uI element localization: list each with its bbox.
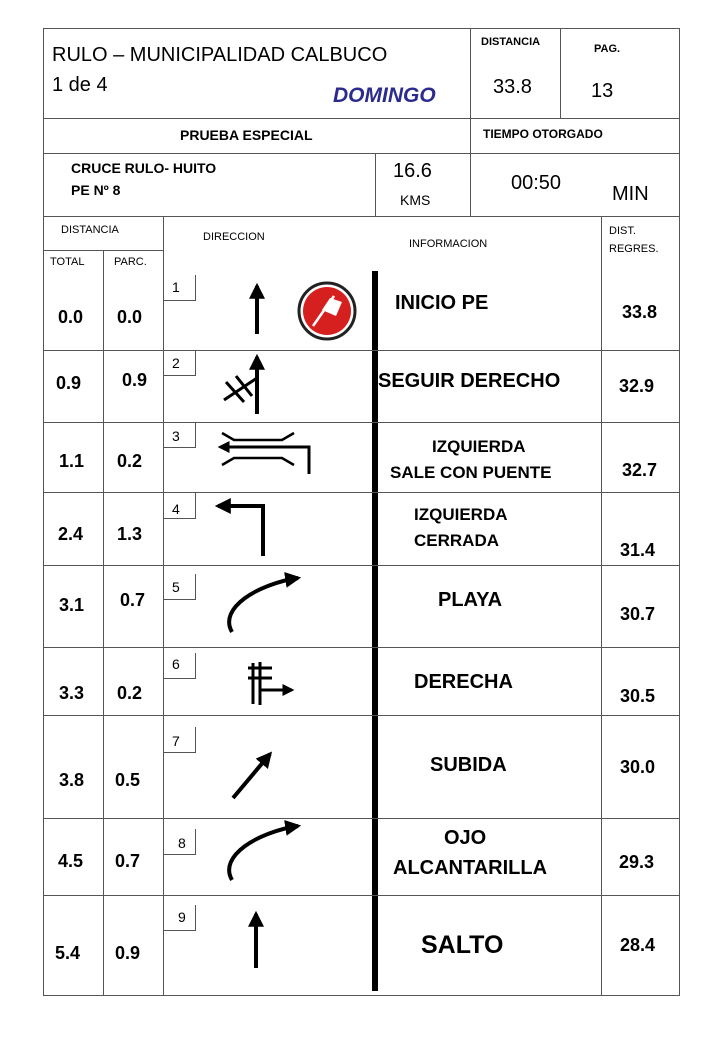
stage-name: CRUCE RULO- HUITO bbox=[71, 160, 217, 176]
row-number: 4 bbox=[172, 501, 180, 517]
row-info: INICIO PE bbox=[395, 292, 489, 314]
col-direction-header: DIRECCION bbox=[203, 231, 265, 243]
row-info-line2: CERRADA bbox=[414, 531, 499, 550]
row-number: 7 bbox=[172, 733, 180, 749]
row-partial: 0.9 bbox=[122, 370, 148, 390]
distance-label: DISTANCIA bbox=[481, 36, 541, 48]
row-total: 3.1 bbox=[59, 595, 85, 615]
row-remaining: 32.9 bbox=[619, 376, 655, 396]
row-info: SEGUIR DERECHO bbox=[378, 370, 561, 392]
row-number: 5 bbox=[172, 579, 180, 595]
row-remaining: 28.4 bbox=[620, 935, 656, 955]
page-number: 13 bbox=[591, 80, 614, 102]
row-total: 4.5 bbox=[58, 851, 84, 871]
row-remaining: 30.0 bbox=[620, 757, 656, 777]
time-label: TIEMPO OTORGADO bbox=[483, 127, 603, 141]
col-total-header: TOTAL bbox=[50, 256, 85, 268]
row-partial: 0.2 bbox=[117, 451, 143, 471]
row-remaining: 30.5 bbox=[620, 686, 656, 706]
diagonal-arrow-icon bbox=[233, 754, 270, 798]
row-partial: 0.9 bbox=[115, 943, 141, 963]
row-remaining: 33.8 bbox=[622, 302, 658, 322]
row-remaining: 30.7 bbox=[620, 604, 656, 624]
row-number: 2 bbox=[172, 355, 180, 371]
row-number: 9 bbox=[178, 909, 186, 925]
row-number: 6 bbox=[172, 656, 180, 672]
row-total: 3.3 bbox=[59, 683, 85, 703]
curve-right-arrow-icon bbox=[229, 826, 298, 880]
time-value: 00:50 bbox=[511, 172, 562, 194]
row-total: 0.9 bbox=[56, 373, 82, 393]
row-total: 1.1 bbox=[59, 451, 85, 471]
row-info: IZQUIERDA bbox=[414, 505, 508, 524]
day-label: DOMINGO bbox=[333, 84, 436, 107]
page-subtitle: 1 de 4 bbox=[52, 74, 108, 96]
row-partial: 0.7 bbox=[115, 851, 141, 871]
curve-right-arrow-icon bbox=[229, 578, 298, 632]
col-info-header: INFORMACION bbox=[409, 238, 488, 250]
stage-number: PE Nº 8 bbox=[71, 182, 121, 198]
row-remaining: 29.3 bbox=[619, 852, 655, 872]
row-total: 5.4 bbox=[55, 943, 81, 963]
row-info: SALTO bbox=[421, 931, 504, 959]
col-partial-header: PARC. bbox=[114, 256, 147, 268]
col-remaining-header: DIST. bbox=[609, 225, 636, 237]
row-info: IZQUIERDA bbox=[432, 437, 526, 456]
distance-value: 33.8 bbox=[493, 76, 532, 98]
row-info: DERECHA bbox=[414, 671, 513, 693]
row-total: 0.0 bbox=[58, 307, 84, 327]
page-title: RULO – MUNICIPALIDAD CALBUCO bbox=[52, 44, 388, 66]
stage-km: 16.6 bbox=[393, 160, 432, 182]
row-partial: 0.7 bbox=[120, 590, 146, 610]
row-number: 3 bbox=[172, 428, 180, 444]
section-label: PRUEBA ESPECIAL bbox=[180, 127, 313, 143]
sharp-left-turn-icon bbox=[218, 506, 263, 556]
row-total: 2.4 bbox=[58, 524, 84, 544]
row-total: 3.8 bbox=[59, 770, 85, 790]
row-remaining: 31.4 bbox=[620, 540, 656, 560]
col-remaining-header-2: REGRES. bbox=[609, 243, 659, 255]
row-info: PLAYA bbox=[438, 589, 503, 611]
stage-km-unit: KMS bbox=[400, 192, 431, 208]
page-label: PAG. bbox=[594, 43, 621, 55]
row-partial: 0.5 bbox=[115, 770, 141, 790]
row-info-line2: SALE CON PUENTE bbox=[390, 463, 552, 482]
row-remaining: 32.7 bbox=[622, 460, 658, 480]
bridge-left-turn-icon bbox=[220, 433, 309, 474]
row-partial: 0.2 bbox=[117, 683, 143, 703]
row-partial: 1.3 bbox=[117, 524, 143, 544]
col-distance-header: DISTANCIA bbox=[61, 224, 119, 236]
time-unit: MIN bbox=[612, 183, 649, 205]
row-info: OJO bbox=[444, 827, 487, 849]
row-number: 1 bbox=[172, 279, 180, 295]
straight-arrow-crossing-icon bbox=[224, 357, 257, 414]
row-number: 8 bbox=[178, 835, 186, 851]
straight-arrow-with-start-flag-icon bbox=[257, 283, 355, 339]
row-info: SUBIDA bbox=[430, 754, 507, 776]
row-partial: 0.0 bbox=[117, 307, 143, 327]
right-turn-with-bars-icon bbox=[248, 662, 292, 705]
row-info-line2: ALCANTARILLA bbox=[393, 857, 548, 879]
